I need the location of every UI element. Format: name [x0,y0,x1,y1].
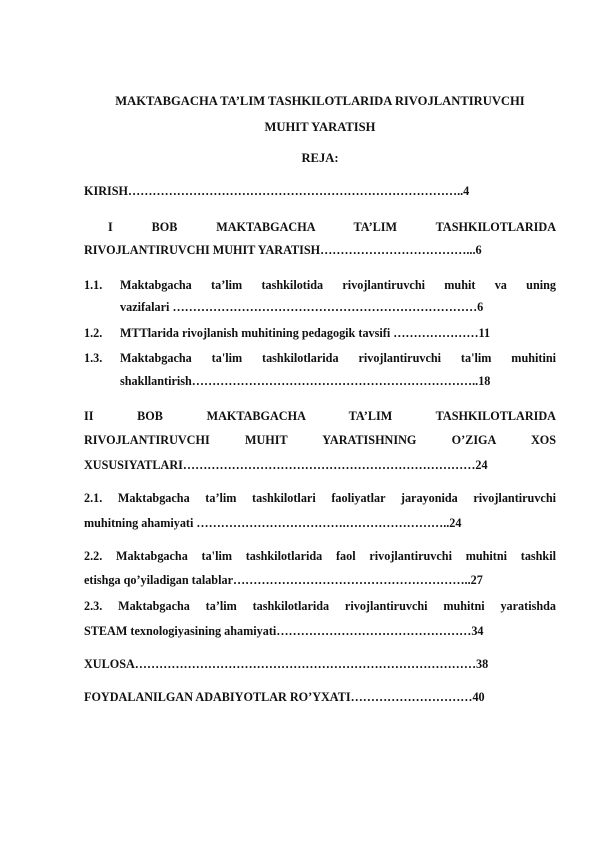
toc-entry-chapter2-line2: RIVOJLANTIRUVCHI MUHIT YARATISHNING O’ZIGA XOS [84,433,556,447]
toc-entry-section-2-2-line2: etishga qo’yiladigan talablar…………………………………………………..27 [84,573,483,587]
document-title-line1: MAKTABGACHA TA’LIM TASHKILOTLARIDA RIVOJLANTIRUVCHI [115,94,525,108]
toc-entry-section-2-3-line1: 2.3. Maktabgacha ta’lim tashkilotlarida rivojlantiruvchi muhitni yaratishda [84,599,556,613]
toc-entry-chapter2-line3: XUSUSIYATLARI………………………………………………………………24 [84,458,488,472]
document-title-line2: MUHIT YARATISH [264,120,376,134]
toc-entry-section-2-1-line2: muhitning ahamiyati ……………………………….……………………..24 [84,516,462,530]
toc-entry-section-1-2: MTTlarida rivojlanish muhitining pedagogik tavsifi …………………11 [120,326,491,340]
toc-entry-chapter2-line1: II BOB MAKTABGACHA TA’LIM TASHKILOTLARIDA [84,409,556,423]
toc-entry-section-2-3-line2: STEAM texnologiyasining ahamiyati…………………………………………34 [84,624,484,638]
toc-entry-section-1-1-line1: Maktabgacha ta’lim tashkilotida rivojlantiruvchi muhit va uning [120,278,556,292]
toc-entry-chapter1-line2: RIVOJLANTIRUVCHI MUHIT YARATISH………………………………...6 [84,243,482,257]
plan-heading: REJA: [301,151,339,165]
toc-entry-references: FOYDALANILGAN ADABIYOTLAR RO’YXATI…………………………40 [84,690,485,704]
toc-section-number: 1.2. [84,326,103,340]
toc-entry-section-1-3-line2: shakllantirish……………………………………………………………..18 [120,374,491,388]
toc-entry-intro: KIRISH………………………………………………………………………..4 [84,184,470,198]
toc-entry-section-2-2-line1: 2.2. Maktabgacha ta'lim tashkilotlarida faol rivojlantiruvchi muhitni tashkil [84,549,556,563]
toc-entry-section-2-1-line1: 2.1. Maktabgacha ta’lim tashkilotlari faoliyatlar jarayonida rivojlantiruvchi [84,491,556,505]
toc-entry-section-1-1-line2: vazifalari …………………………………………………………………6 [120,300,484,314]
toc-entry-chapter1-line1: I BOB MAKTABGACHA TA’LIM TASHKILOTLARIDA [108,220,556,234]
toc-section-number: 1.1. [84,278,103,292]
toc-entry-conclusion: XULOSA…………………………………………………………………………38 [84,657,489,671]
toc-section-number: 1.3. [84,351,103,365]
toc-entry-section-1-3-line1: Maktabgacha ta'lim tashkilotlarida rivojlantiruvchi ta'lim muhitini [120,351,556,365]
